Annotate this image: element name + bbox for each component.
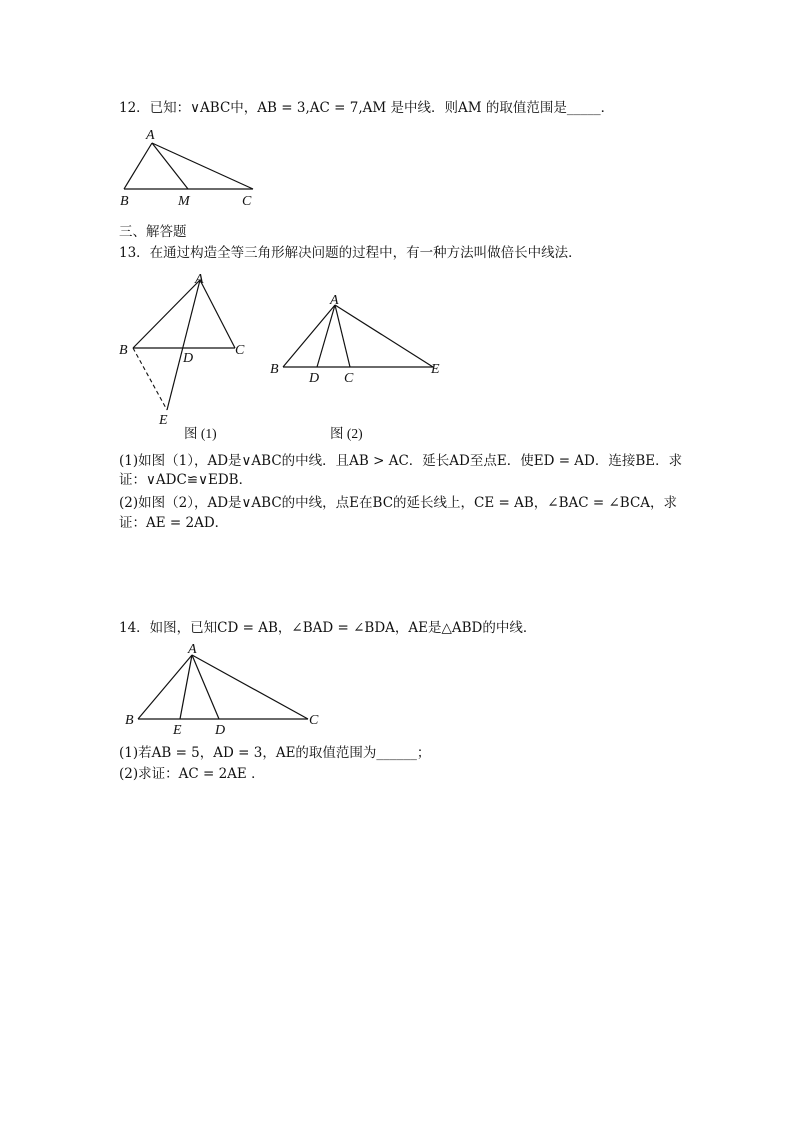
label-b: B — [119, 343, 128, 358]
label-d: D — [183, 351, 194, 366]
segment-ae — [335, 305, 433, 367]
label-e: E — [159, 413, 168, 428]
q13-intro: 13．在通过构造全等三角形解决问题的过程中，有一种方法叫做倍长中线法． — [119, 245, 582, 261]
label-c: C — [309, 713, 319, 728]
label-m: M — [178, 194, 190, 209]
figure-2-caption: 图 (2) — [330, 426, 363, 441]
figure-1-caption: 图 (1) — [184, 426, 217, 441]
label-a: A — [330, 293, 339, 308]
q14-part2: (2)求证：AC = 2AE ． — [119, 766, 265, 782]
segment-ac — [192, 655, 308, 719]
segment-ab — [138, 655, 192, 719]
label-e: E — [431, 362, 440, 377]
label-c: C — [235, 343, 245, 358]
label-a: A — [146, 128, 155, 143]
label-c: C — [344, 371, 354, 386]
label-e: E — [173, 723, 182, 738]
q12-text: 12．已知：∨ABC中，AB = 3,AC = 7,AM 是中线．则AM 的取值范围是_____． — [119, 100, 615, 116]
segment-am — [152, 143, 188, 189]
q13-part1-line1: (1)如图（1），AD是∨ABC的中线．且AB > AC．延长AD至点E．使ED = AD．连接BE．求 — [119, 453, 683, 469]
label-b: B — [270, 362, 279, 377]
q13-part2-line2: 证：AE = 2AD． — [119, 515, 229, 531]
q14-part1: (1)若AB = 5，AD = 3，AE的取值范围为______； — [119, 745, 431, 761]
q13-part2-line1: (2)如图（2），AD是∨ABC的中线，点E在BC的延长线上，CE = AB，∠BAC = ∠BCA，求 — [119, 495, 678, 511]
segment-ac — [152, 143, 253, 189]
segment-ac — [335, 305, 350, 367]
segment-ad — [317, 305, 335, 367]
segment-be-dashed — [133, 348, 167, 410]
segment-ae — [167, 280, 200, 410]
segment-ab — [283, 305, 335, 367]
section-title: 三、解答题 — [119, 224, 187, 240]
q14-intro: 14．如图，已知CD = AB，∠BAD = ∠BDA，AE是△ABD的中线． — [119, 620, 537, 636]
label-c: C — [242, 194, 252, 209]
q13-part1-line2: 证：∨ADC≌∨EDB． — [119, 472, 253, 488]
segment-ac — [200, 280, 235, 348]
segment-ab — [124, 143, 152, 189]
q14-triangle-figure — [120, 640, 330, 740]
label-b: B — [125, 713, 134, 728]
segment-ab — [133, 280, 200, 348]
q13-figure-2 — [265, 290, 450, 390]
label-d: D — [215, 723, 226, 738]
label-b: B — [120, 194, 129, 209]
q13-figure-1 — [115, 270, 255, 430]
q12-triangle-figure — [115, 125, 265, 210]
segment-ae — [180, 655, 192, 719]
label-d: D — [309, 371, 320, 386]
segment-ad — [192, 655, 219, 719]
label-a: A — [195, 272, 204, 287]
label-a: A — [188, 642, 197, 657]
